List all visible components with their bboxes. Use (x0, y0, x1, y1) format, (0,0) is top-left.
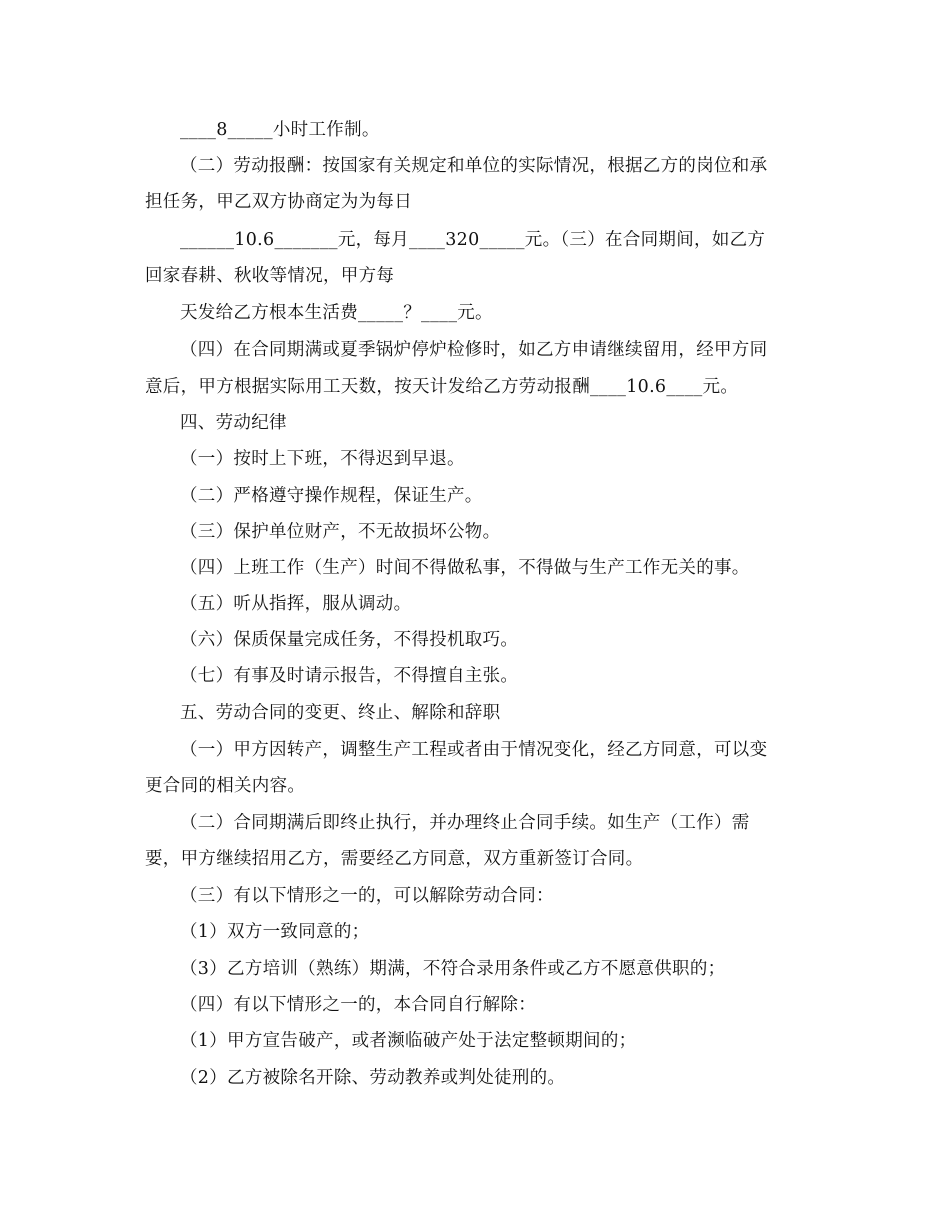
text-line: （一）甲方因转产，调整生产工程或者由于情况变化，经乙方同意，可以变 (180, 740, 768, 760)
text-line: ______10.6_______元，每月____320_____元。（三）在合同期间，如乙方 (180, 230, 766, 250)
text-line: （五）听从指挥，服从调动。 (180, 594, 412, 614)
text-line: （七）有事及时请示报告，不得擅自主张。 (180, 666, 519, 686)
text-line: （六）保质保量完成任务，不得投机取巧。 (180, 630, 519, 650)
text-line: （四）上班工作（生产）时间不得做私事，不得做与生产工作无关的事。 (180, 558, 750, 578)
text-line: （三）保护单位财产，不无故损坏公物。 (180, 522, 501, 542)
section-heading: 五、劳动合同的变更、终止、解除和辞职 (180, 703, 501, 723)
text-line: （四）在合同期满或夏季锅炉停炉检修时，如乙方申请继续留用，经甲方同 (180, 340, 768, 360)
text-line: 回家春耕、秋收等情况，甲方每 (145, 266, 395, 286)
text-line: 天发给乙方根本生活费_____？____元。 (180, 303, 493, 323)
section-heading: 四、劳动纪律 (180, 413, 287, 433)
text-line: （四）有以下情形之一的，本合同自行解除： (180, 995, 536, 1015)
text-line: 要，甲方继续招用乙方，需要经乙方同意，双方重新签订合同。 (145, 849, 644, 869)
text-line: （一）按时上下班，不得迟到早退。 (180, 449, 465, 469)
text-line: （二）严格遵守操作规程，保证生产。 (180, 486, 483, 506)
text-line: （二）合同期满后即终止执行，并办理终止合同手续。如生产（工作）需 (180, 813, 750, 833)
text-line: （1）甲方宣告破产，或者濒临破产处于法定整顿期间的； (180, 1031, 637, 1051)
text-line: （2）乙方被除名开除、劳动教养或判处徒刑的。 (180, 1068, 566, 1088)
text-line: （二）劳动报酬：按国家有关规定和单位的实际情况，根据乙方的岗位和承 (180, 156, 768, 176)
text-line: （三）有以下情形之一的，可以解除劳动合同： (180, 886, 554, 906)
text-line: （3）乙方培训（熟练）期满，不符合录用条件或乙方不愿意供职的； (180, 959, 726, 979)
text-line: ____8_____小时工作制。 (180, 120, 380, 140)
text-line: 担任务，甲乙双方协商定为为每日 (145, 192, 412, 212)
text-line: 意后，甲方根据实际用工天数，按天计发给乙方劳动报酬____10.6____元。 (145, 377, 739, 397)
text-line: （1）双方一致同意的； (180, 922, 370, 942)
text-line: 更合同的相关内容。 (145, 776, 306, 796)
